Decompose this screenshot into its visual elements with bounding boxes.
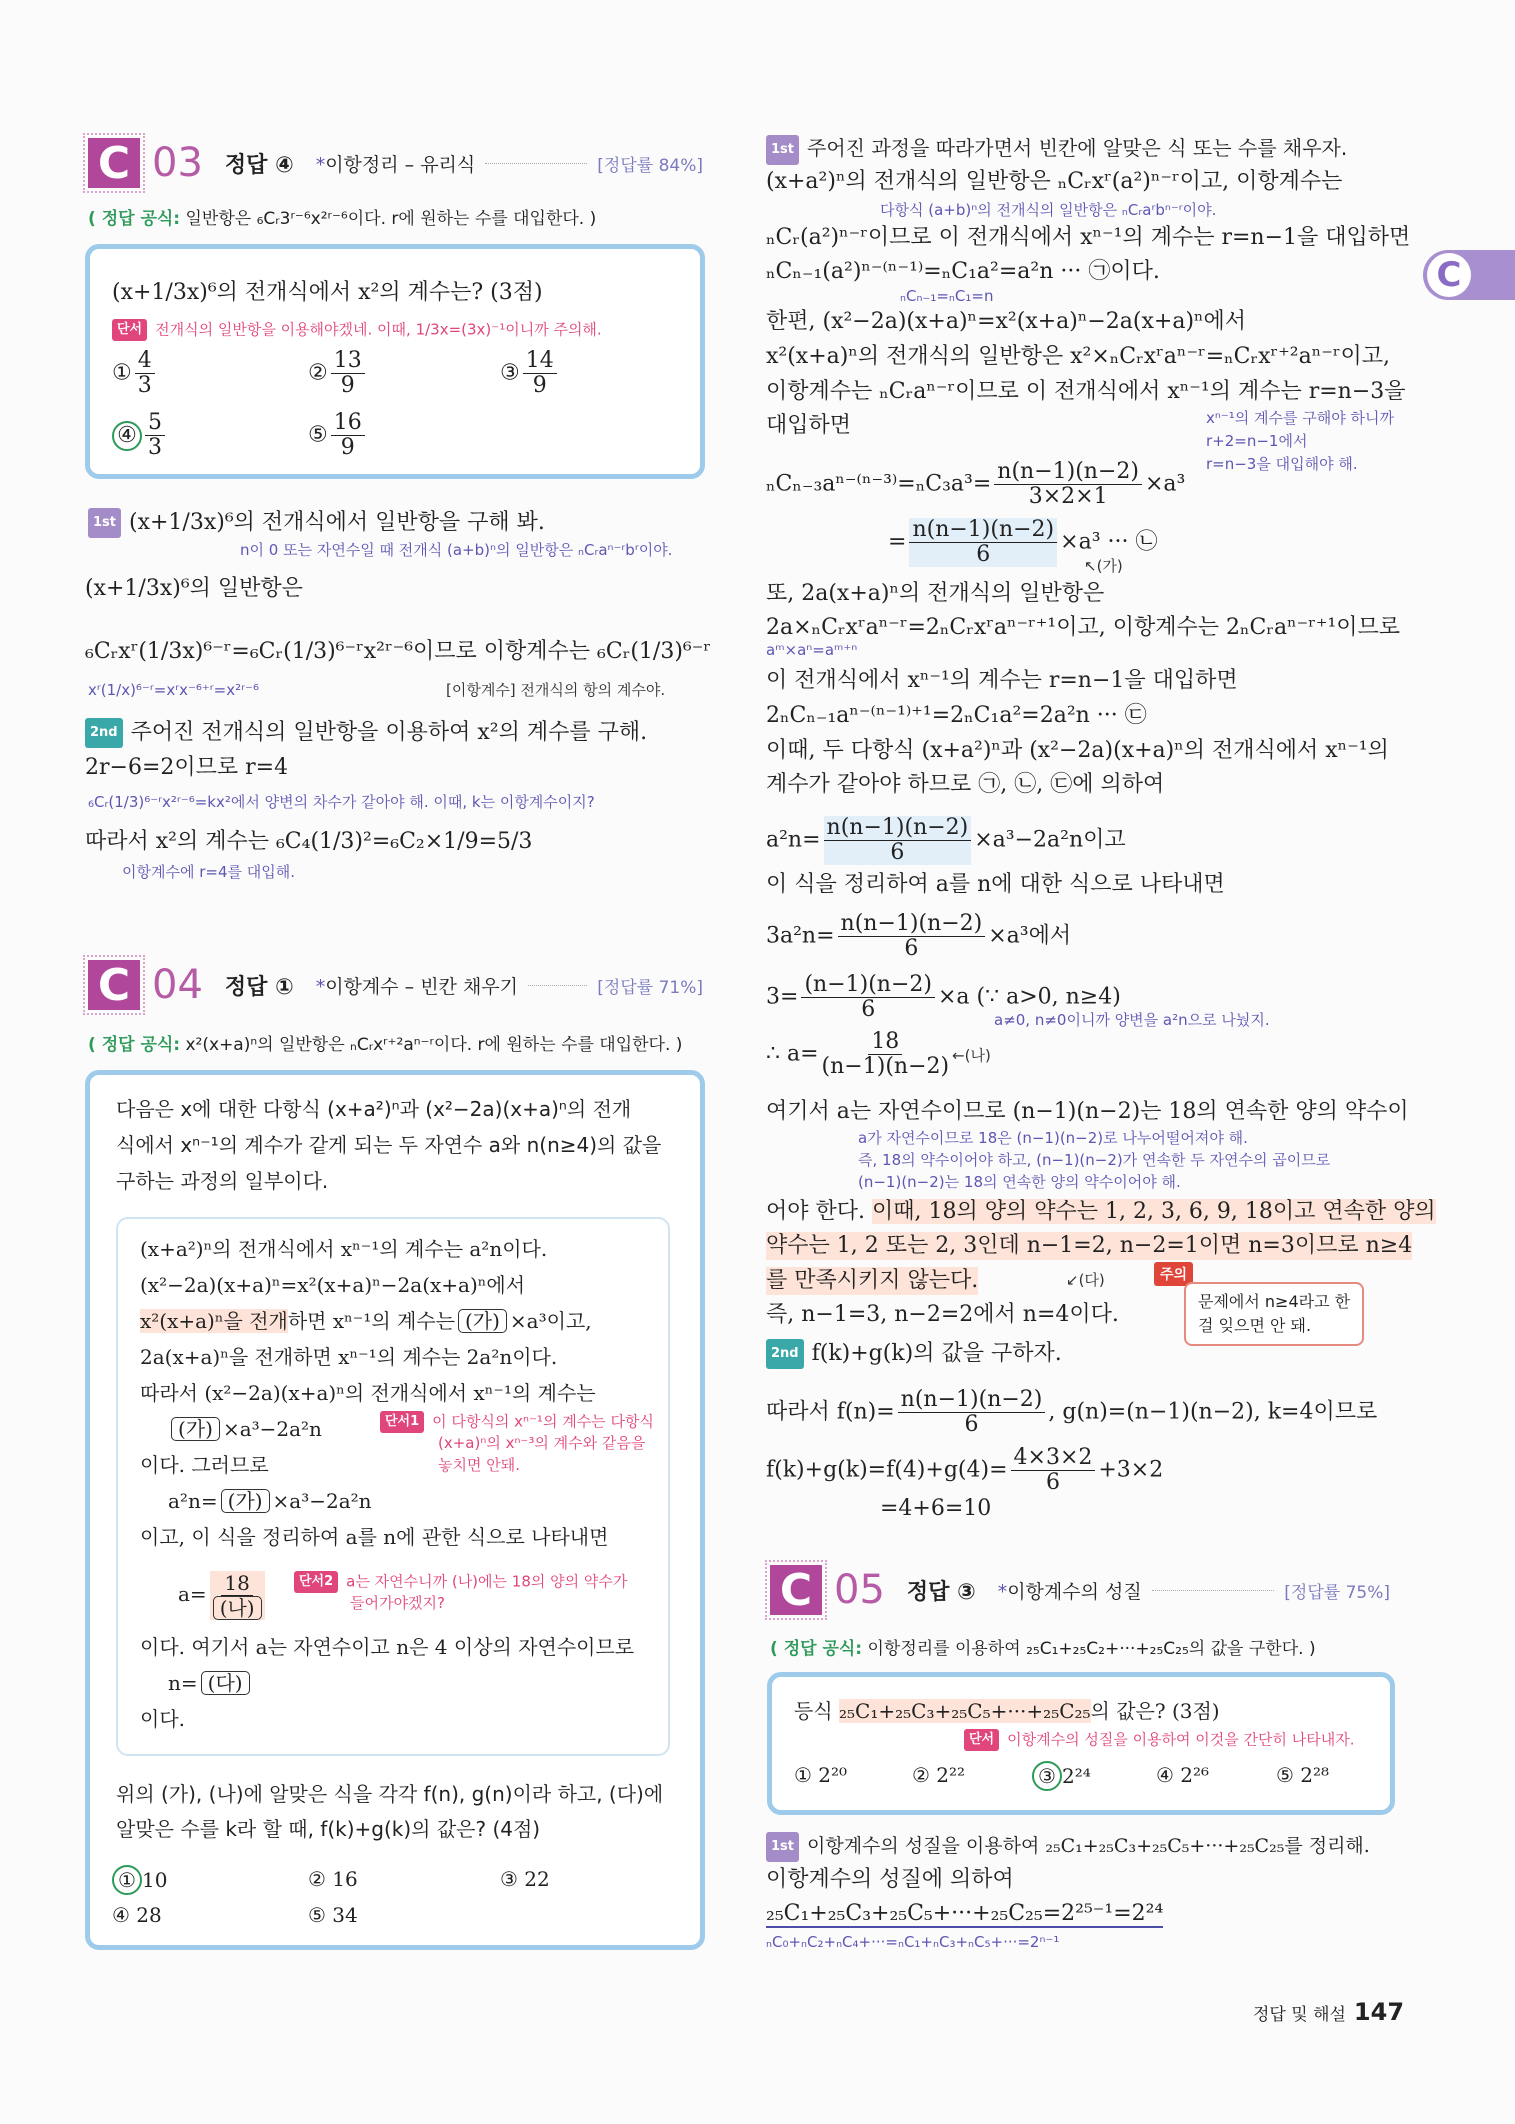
topic-text: 이항정리 – 유리식 [325,153,476,176]
star-icon: * [315,975,326,998]
process-box [116,1217,670,1756]
choice-1-correct[interactable]: ① 10 [112,1865,167,1895]
answer-label: 정답 ③ [906,1579,976,1605]
footer-label: 정답 및 해설 [1253,2005,1346,2025]
note: aᵐ×aⁿ=aᵐ⁺ⁿ [766,641,858,659]
hint: 단서 이항계수의 성질을 이용하여 이것을 간단히 나타내자. [964,1729,1355,1751]
solution-line: ₆Cᵣxʳ(1/3x)⁶⁻ʳ=₆Cᵣ(1/3)⁶⁻ʳx²ʳ⁻⁶이므로 이항계수는 ₆Cᵣ(1/3)⁶⁻ʳ [85,639,711,664]
choice-5[interactable]: ⑤ 2²⁸ [1276,1763,1330,1787]
solution-line: x²(x+a)ⁿ의 전개식의 일반항은 x²×ₙCᵣxʳaⁿ⁻ʳ=ₙCᵣxʳ⁺²aⁿ⁻ʳ이고, [766,344,1390,369]
question-text: 등식 ₂₅C₁+₂₅C₃+₂₅C₅+···+₂₅C₂₅의 값은? (3점) [794,1699,1220,1723]
solution-line: (x+a²)ⁿ의 전개식의 일반항은 ₙCᵣxʳ(a²)ⁿ⁻ʳ이고, 이항계수는 [766,169,1343,194]
hint-1: 단서1 이 다항식의 xⁿ⁻¹의 계수는 다항식 [380,1411,654,1433]
step-tag: 2nd [85,718,123,748]
process-line: n= (다) [168,1669,253,1697]
question-line: 위의 (가), (나)에 알맞은 식을 각각 f(n), g(n)이라 하고, (다)에 [116,1782,664,1806]
problem-header-c03 [88,138,703,188]
choice-1[interactable]: ① $\frac{4}{3}$ [112,349,158,398]
note: a가 자연수이므로 18은 (n−1)(n−2)로 나누어떨어져야 해. [858,1129,1248,1147]
solution-line-highlighted: 를 만족시키지 않는다. [766,1268,979,1293]
answer-formula [88,204,596,229]
hint [112,319,602,341]
note: 이항계수에 r=4를 대입해. [122,863,295,881]
category-badge: C [88,138,140,188]
solution-line-highlighted: 약수는 1, 2 또는 2, 3인데 n−1=2, n−2=1이면 n=3이므로 n≥4 [766,1233,1413,1258]
solution-line: 또, 2a(x+a)ⁿ의 전개식의 일반항은 [766,581,1105,606]
note-definition: [이항계수] 전개식의 항의 계수야. [446,681,666,699]
step-text: 이항계수의 성질을 이용하여 ₂₅C₁+₂₅C₃+₂₅C₅+···+₂₅C₂₅를 정리해. [807,1835,1370,1857]
question-line: 알맞은 수를 k라 할 때, f(k)+g(k)의 값은? (4점) [116,1817,541,1841]
solution-line: ₂₅C₁+₂₅C₃+₂₅C₅+···+₂₅C₂₅=2²⁵⁻¹=2²⁴ [766,1901,1164,1926]
process-line: x²(x+a)ⁿ을 전개하면 xⁿ⁻¹의 계수는 (가) ×a³이고, [140,1309,592,1333]
solution-line: 2a×ₙCᵣxʳaⁿ⁻ʳ=2ₙCᵣxʳaⁿ⁻ʳ⁺¹이고, 이항계수는 2ₙCᵣaⁿ⁻ʳ⁺¹이므로 [766,615,1401,640]
process-line: a²n= (가) ×a³−2a²n [168,1489,372,1513]
process-line: 이다. 그러므로 [140,1453,269,1477]
solution-line: 이 식을 정리하여 a를 n에 대한 식으로 나타내면 [766,872,1225,897]
solution-line: 따라서 x²의 계수는 ₆C₄(1/3)²=₆C₂×1/9=5/3 [85,829,533,854]
topic-text: 이항계수 – 빈칸 채우기 [325,975,519,998]
solution-line: 이항계수는 ₙCᵣaⁿ⁻ʳ이므로 이 전개식에서 xⁿ⁻¹의 계수는 r=n−3을 [766,379,1406,404]
category-badge: C [770,1565,822,1615]
blank-na: (나) [213,1596,262,1620]
step-1st [766,134,1347,165]
equation: = $\frac{n(n-1)(n-2)}{6}$ ×a³ ··· ㉡ [888,517,1158,567]
step-tag: 2nd [766,1339,804,1369]
step-text: (x+1/3x)⁶의 전개식에서 일반항을 구해 봐. [129,510,545,535]
step-2nd [766,1339,1062,1369]
solution-line: 계수가 같아야 하므로 ㉠, ㉡, ㉢에 의하여 [766,772,1165,797]
note: 다항식 (a+b)ⁿ의 전개식의 일반항은 ₙCᵣaʳbⁿ⁻ʳ이야. [880,201,1217,219]
process-line: 2a(x+a)ⁿ을 전개하면 xⁿ⁻¹의 계수는 2a²n이다. [140,1345,558,1369]
intro-line: 식에서 xⁿ⁻¹의 계수가 같게 되는 두 자연수 a와 n(n≥4)의 값을 [116,1133,662,1157]
solution-line: 즉, n−1=3, n−2=2에서 n=4이다. [766,1302,1119,1327]
solution-line: 어야 한다. 이때, 18의 양의 약수는 1, 2, 3, 6, 9, 18이고 연속한 양의 [766,1199,1436,1224]
section-tab-label: C [1427,253,1471,297]
step-2nd [85,718,647,748]
choice-3[interactable]: ③ 22 [500,1867,550,1891]
note: n이 0 또는 자연수일 때 전개식 (a+b)ⁿ의 일반항은 ₙCᵣaⁿ⁻ʳbʳ이야. [240,541,673,559]
step-tag: 1st [766,1832,799,1862]
question-box-c03 [85,244,705,479]
choice-1[interactable]: ① 2²⁰ [794,1763,848,1787]
note: xʳ(1/x)⁶⁻ʳ=xʳx⁻⁶⁺ʳ=x²ʳ⁻⁶ [88,681,259,699]
blank-da: (다) [201,1671,250,1695]
step-text: 주어진 전개식의 일반항을 이용하여 x²의 계수를 구해. [130,720,648,745]
problem-header-c04 [88,960,703,1010]
equation: f(k)+g(k)=f(4)+g(4)= $\frac{4\times 3\times 2}{6}$ +3×2 [766,1445,1164,1495]
step-tag: 1st [88,508,121,538]
process-line: (x²−2a)(x+a)ⁿ=x²(x+a)ⁿ−2a(x+a)ⁿ에서 [140,1273,526,1297]
caution-callout: 문제에서 n≥4라고 한 걸 잊으면 안 돼. [1184,1282,1364,1346]
equation: =4+6=10 [880,1496,992,1521]
page-footer [1253,1998,1404,2026]
choice-2[interactable]: ② 16 [308,1867,358,1891]
correct-mark: ① [112,1865,142,1895]
correct-rate: [정답률 84%] [597,155,703,176]
problem-number: 05 [834,1567,885,1613]
answer-label: 정답 ④ [224,152,294,178]
process-line: (가) ×a³−2a²n [168,1415,322,1443]
equation: ₙCₙ₋₃aⁿ⁻⁽ⁿ⁻³⁾=ₙC₃a³= $\frac{n(n-1)(n-2)}{3\times 2\times 1}$ ×a³ [766,459,1186,509]
correct-mark: ④ [112,421,142,451]
equation: 3= $\frac{(n-1)(n-2)}{6}$ ×a (∵ a>0, n≥4) [766,972,1121,1022]
caution-tag: 주의 [1154,1262,1193,1286]
question-box-c04 [85,1070,705,1950]
dotted-leader [528,985,587,986]
process-line: 이고, 이 식을 정리하여 a를 n에 관한 식으로 나타내면 [140,1525,609,1549]
note: r=n−3을 대입해야 해. [1206,455,1358,473]
solution-line: 한편, (x²−2a)(x+a)ⁿ=x²(x+a)ⁿ−2a(x+a)ⁿ에서 [766,309,1247,334]
solution-line: 이항계수의 성질에 의하여 [766,1867,1014,1892]
blank-mark: ↖(가) [1084,557,1123,575]
section-tab [1423,250,1515,300]
correct-mark: ③ [1032,1761,1062,1791]
star-icon: * [997,1580,1008,1603]
topic-text: 이항계수의 성질 [1007,1580,1142,1603]
dotted-leader [485,163,587,164]
formula-text: x²(x+a)ⁿ의 일반항은 ₙCᵣxʳ⁺²aⁿ⁻ʳ이다. r에 원하는 수를 대입한다. ) [180,1035,683,1055]
note: (n−1)(n−2)는 18의 연속한 양의 약수이어야 해. [858,1173,1181,1191]
blank-mark: ↙(다) [1066,1271,1105,1289]
formula-label: ( 정답 공식: [770,1639,863,1659]
category-badge: C [88,960,140,1010]
hint-2-line: 들어가야겠지? [350,1594,445,1612]
hint-2: 단서2 a는 자연수니까 (나)에는 18의 양의 약수가 [294,1571,627,1593]
process-line: 이다. 여기서 a는 자연수이고 n은 4 이상의 자연수이므로 [140,1635,635,1659]
step-text: 주어진 과정을 따라가면서 빈칸에 알맞은 식 또는 수를 채우자. [807,136,1348,160]
formula-text: 이항정리를 이용하여 ₂₅C₁+₂₅C₂+···+₂₅C₂₅의 값을 구한다. ) [862,1639,1316,1659]
topic [998,1577,1142,1604]
choice-3-correct[interactable]: ③ 2²⁴ [1032,1761,1091,1791]
equation: ∴ a= $\frac{18}{(n-1)(n-2)}$ ←(나) [766,1029,991,1079]
step-tag: 1st [766,135,799,165]
answer-formula [770,1634,1316,1659]
hint-1-line: (x+a)ⁿ의 xⁿ⁻³의 계수와 같음을 [438,1434,646,1452]
process-line: 따라서 (x²−2a)(x+a)ⁿ의 전개식에서 xⁿ⁻¹의 계수는 [140,1381,596,1405]
choice-4[interactable]: ④ 2²⁶ [1156,1763,1210,1787]
blank-ga: (가) [171,1417,220,1441]
answer-formula [88,1030,682,1055]
solution-line: (x+1/3x)⁶의 일반항은 [85,576,303,601]
star-icon: * [315,153,326,176]
note: 즉, 18의 약수이어야 하고, (n−1)(n−2)가 연속한 두 자연수의 곱이므로 [858,1151,1331,1169]
solution-line: ₙCₙ₋₁(a²)ⁿ⁻⁽ⁿ⁻¹⁾=ₙC₁a²=a²n ··· ㉠이다. [766,259,1160,284]
problem-number: 03 [152,140,203,186]
equation: 3a²n= $\frac{n(n-1)(n-2)}{6}$ ×a³에서 [766,911,1072,961]
intro-line: 다음은 x에 대한 다항식 (x+a²)ⁿ과 (x²−2a)(x+a)ⁿ의 전개 [116,1097,632,1121]
page-number: 147 [1353,1998,1405,2026]
equation: a²n= $\frac{n(n-1)(n-2)}{6}$ ×a³−2a²n이고 [766,815,1126,865]
formula-label: ( 정답 공식: [88,209,181,229]
question-box-c05 [767,1672,1395,1815]
equation: 따라서 f(n)= $\frac{n(n-1)(n-2)}{6}$ , g(n)=(n−1)(n−2), k=4이므로 [766,1387,1378,1437]
hint-tag: 단서 [112,319,147,341]
choice-2[interactable]: ② 2²² [912,1763,966,1787]
formula-label: ( 정답 공식: [88,1035,181,1055]
choice-5[interactable]: ⑤ 34 [308,1903,358,1927]
correct-rate: [정답률 75%] [1284,1582,1390,1603]
solution-line: 대입하면 [766,413,852,438]
step-1st [88,508,545,538]
topic [316,150,476,177]
solution-line: ₙCᵣ(a²)ⁿ⁻ʳ이므로 이 전개식에서 xⁿ⁻¹의 계수는 r=n−1을 대입하면 [766,225,1411,250]
correct-rate: [정답률 71%] [597,977,703,998]
blank-ga: (가) [458,1309,507,1333]
choice-3[interactable]: ③ $\frac{14}{9}$ [500,349,560,398]
problem-number: 04 [152,962,203,1008]
choice-2[interactable]: ② $\frac{13}{9}$ [308,349,368,398]
dotted-leader [1152,1590,1275,1591]
solution-line: 여기서 a는 자연수이므로 (n−1)(n−2)는 18의 연속한 양의 약수이 [766,1099,1409,1124]
note: ₙCₙ₋₁=ₙC₁=n [900,287,994,305]
intro-line: 구하는 과정의 일부이다. [116,1169,329,1193]
hint-text: 전개식의 일반항을 이용해야겠네. 이때, 1/3x=(3x)⁻¹이니까 주의해. [155,320,602,339]
hint-1-line: 놓치면 안돼. [438,1456,520,1474]
question-text: (x+1/3x)⁶의 전개식에서 x²의 계수는? (3점) [112,280,543,305]
step-1st [766,1832,1370,1862]
solution-line: 이때, 두 다항식 (x+a²)ⁿ과 (x²−2a)(x+a)ⁿ의 전개식에서 xⁿ⁻¹의 [766,738,1389,763]
solution-line: 2r−6=2이므로 r=4 [85,755,289,780]
topic [316,972,518,999]
choice-4-correct[interactable]: ④ $\frac{5}{3}$ [112,411,168,460]
choice-5[interactable]: ⑤ $\frac{16}{9}$ [308,411,368,460]
solution-line: 2ₙCₙ₋₁aⁿ⁻⁽ⁿ⁻¹⁾⁺¹=2ₙC₁a²=2a²n ··· ㉢ [766,703,1147,728]
note: r+2=n−1에서 [1206,432,1308,450]
step-text: f(k)+g(k)의 값을 구하자. [811,1341,1062,1366]
process-line: a= $\frac{18}{\text{(나)}}$ [178,1571,268,1620]
choice-4[interactable]: ④ 28 [112,1903,162,1927]
formula-text: 일반항은 ₆Cᵣ3ʳ⁻⁶x²ʳ⁻⁶이다. r에 원하는 수를 대입한다. ) [180,209,597,229]
note: ₙC₀+ₙC₂+ₙC₄+···=ₙC₁+ₙC₃+ₙC₅+···=2ⁿ⁻¹ [766,1933,1060,1951]
note: ₆Cᵣ(1/3)⁶⁻ʳx²ʳ⁻⁶=kx²에서 양변의 차수가 같아야 해. 이때, k는 이항계수이지? [88,793,595,811]
answer-label: 정답 ① [224,974,294,1000]
process-line: (x+a²)ⁿ의 전개식에서 xⁿ⁻¹의 계수는 a²n이다. [140,1237,548,1261]
note: a≠0, n≠0이니까 양변을 a²n으로 나눴지. [994,1011,1270,1029]
solution-line: 이 전개식에서 xⁿ⁻¹의 계수는 r=n−1을 대입하면 [766,668,1238,693]
problem-header-c05 [770,1565,1390,1615]
note: xⁿ⁻¹의 계수를 구해야 하니까 [1206,409,1394,427]
process-line: 이다. [140,1707,185,1731]
